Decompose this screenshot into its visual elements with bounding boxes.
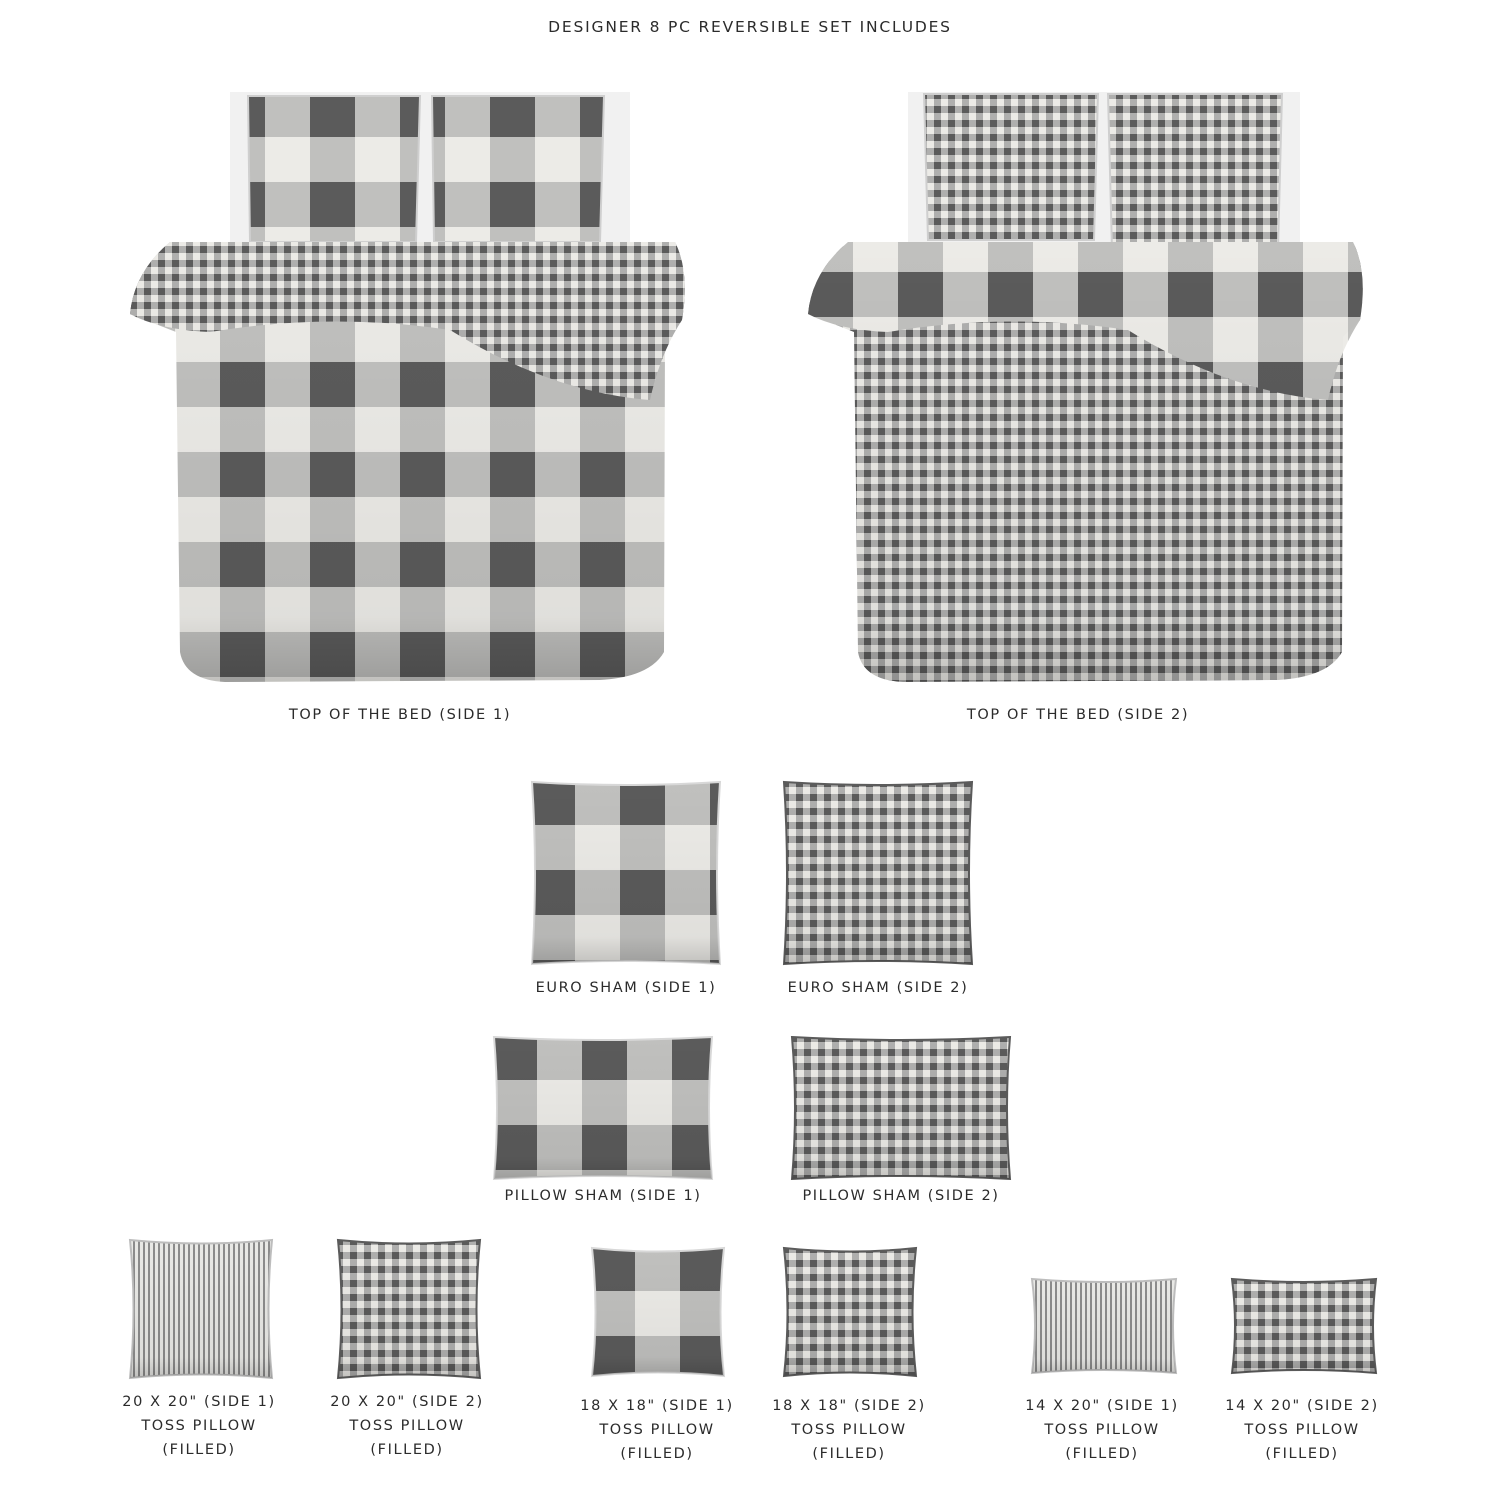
caption-euro-sham-side-1: EURO SHAM (SIDE 1) xyxy=(535,980,717,996)
toss-pillow-18x18-side-1 xyxy=(590,1246,726,1378)
euro-sham-left xyxy=(924,94,1098,240)
toss-pillow-14x20-side-2 xyxy=(1230,1277,1378,1375)
euro-sham-side-2 xyxy=(782,780,974,966)
caption-line2: TOSS PILLOW xyxy=(1044,1422,1160,1438)
caption-line2: TOSS PILLOW xyxy=(791,1422,907,1438)
caption-toss-pillow-14x20-side-2 xyxy=(1225,1394,1379,1466)
caption-line3: (FILLED) xyxy=(162,1442,236,1458)
caption-toss-pillow-18x18-side-2 xyxy=(772,1394,926,1466)
caption-toss-pillow-20x20-side-1 xyxy=(122,1390,276,1462)
caption-line3: (FILLED) xyxy=(1265,1446,1339,1462)
caption-toss-pillow-20x20-side-2 xyxy=(330,1390,484,1462)
caption-size: 20 X 20" (SIDE 2) xyxy=(330,1394,484,1410)
caption-line3: (FILLED) xyxy=(812,1446,886,1462)
caption-size: 18 X 18" (SIDE 1) xyxy=(580,1398,734,1414)
caption-line2: TOSS PILLOW xyxy=(141,1418,257,1434)
caption-toss-pillow-14x20-side-1 xyxy=(1025,1394,1179,1466)
caption-size: 14 X 20" (SIDE 2) xyxy=(1225,1398,1379,1414)
caption-line2: TOSS PILLOW xyxy=(599,1422,715,1438)
caption-pillow-sham-side-1: PILLOW SHAM (SIDE 1) xyxy=(504,1188,702,1204)
caption-line3: (FILLED) xyxy=(370,1442,444,1458)
bed-side-1 xyxy=(130,92,690,692)
caption-bed-side-2: TOP OF THE BED (SIDE 2) xyxy=(966,707,1190,723)
toss-pillow-14x20-side-1 xyxy=(1030,1277,1178,1375)
pillow-sham-side-2 xyxy=(790,1035,1012,1181)
euro-sham-side-1 xyxy=(530,780,722,966)
page-title: DESIGNER 8 PC REVERSIBLE SET INCLUDES xyxy=(548,18,952,36)
caption-pillow-sham-side-2: PILLOW SHAM (SIDE 2) xyxy=(802,1188,1000,1204)
caption-line2: TOSS PILLOW xyxy=(1244,1422,1360,1438)
caption-line3: (FILLED) xyxy=(1065,1446,1139,1462)
euro-sham-left xyxy=(248,96,420,242)
pillow-sham-side-1 xyxy=(492,1035,714,1181)
euro-sham-right xyxy=(432,96,604,242)
caption-line3: (FILLED) xyxy=(620,1446,694,1462)
caption-size: 20 X 20" (SIDE 1) xyxy=(122,1394,276,1410)
caption-size: 14 X 20" (SIDE 1) xyxy=(1025,1398,1179,1414)
bed-side-2 xyxy=(808,92,1368,692)
caption-size: 18 X 18" (SIDE 2) xyxy=(772,1398,926,1414)
caption-toss-pillow-18x18-side-1 xyxy=(580,1394,734,1466)
caption-line2: TOSS PILLOW xyxy=(349,1418,465,1434)
caption-bed-side-1: TOP OF THE BED (SIDE 1) xyxy=(288,707,512,723)
toss-pillow-20x20-side-2 xyxy=(336,1238,482,1380)
euro-sham-right xyxy=(1108,94,1282,250)
toss-pillow-18x18-side-2 xyxy=(782,1246,918,1378)
toss-pillow-20x20-side-1 xyxy=(128,1238,274,1380)
caption-euro-sham-side-2: EURO SHAM (SIDE 2) xyxy=(787,980,969,996)
